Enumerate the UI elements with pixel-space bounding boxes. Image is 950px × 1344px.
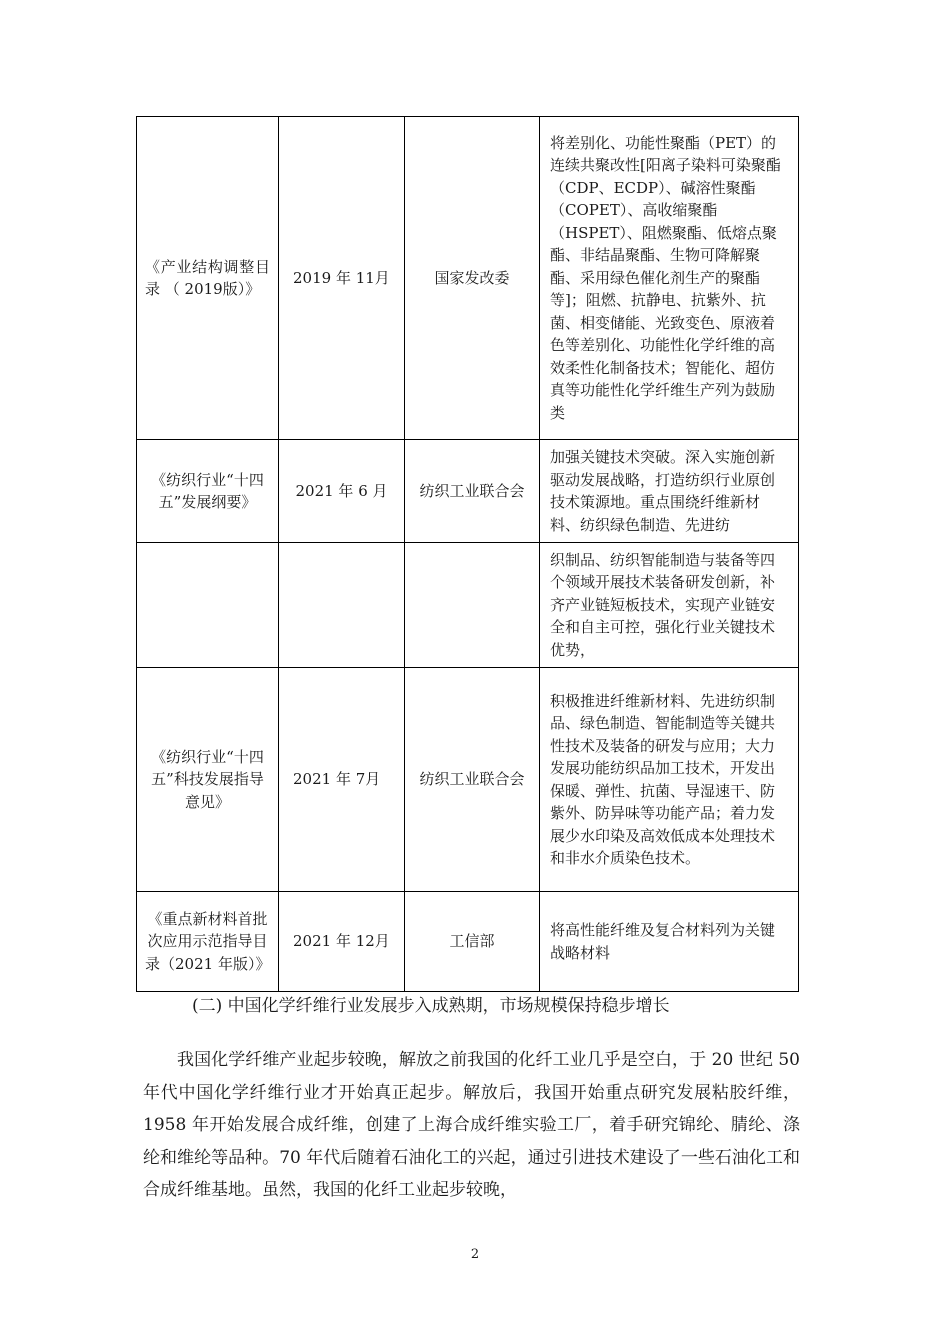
table-row bbox=[137, 117, 799, 440]
issuing-agency-cell: 纺织工业联合会 bbox=[405, 668, 540, 892]
policy-name-cell: 《重点新材料首批次应用示范指导目录（2021 年版）》 bbox=[137, 892, 279, 992]
policy-table bbox=[136, 116, 799, 992]
issuing-agency-cell: 工信部 bbox=[405, 892, 540, 992]
release-date-cell: 2019 年 11月 bbox=[279, 117, 405, 440]
release-date-cell bbox=[279, 543, 405, 668]
policy-name-cell: 《纺织行业“十四五”发展纲要》 bbox=[137, 440, 279, 543]
page-number: 2 bbox=[470, 1247, 480, 1262]
table-row bbox=[137, 668, 799, 892]
table-row bbox=[137, 543, 799, 668]
body-paragraph: 我国化学纤维产业起步较晚，解放之前我国的化纤工业几乎是空白，于 20 世纪 50 年代中国化学纤维行业才开始真正起步。解放后，我国开始重点研究发展粘胶纤维，1958 年开始发展合成纤维，创建了上海合成纤维实验工厂，着手研究锦纶、腈纶、涤纶和维纶等品种。70 年代后随着石油化工的兴起，通过引进技术建设了一些石油化工和合成纤维基地。虽然，我国的化纤工业起步较晚， bbox=[143, 1050, 800, 1201]
issuing-agency-cell: 国家发改委 bbox=[405, 117, 540, 440]
release-date-cell: 2021 年 6 月 bbox=[279, 440, 405, 543]
issuing-agency-cell: 纺织工业联合会 bbox=[405, 440, 540, 543]
section-heading: (二) 中国化学纤维行业发展步入成熟期，市场规模保持稳步增长 bbox=[192, 996, 670, 1016]
policy-name-cell bbox=[137, 543, 279, 668]
release-date-cell: 2021 年 7月 bbox=[279, 668, 405, 892]
table-row bbox=[137, 892, 799, 992]
policy-content-cell: 将差别化、功能性聚酯（PET）的连续共聚改性[阳离子染料可染聚酯（CDP、ECDP）、碱溶性聚酯（COPET）、高收缩聚酯（HSPET）、阻燃聚酯、低熔点聚酯、非结晶聚酯、生物可降解聚酯、采用绿色催化剂生产的聚酯等]；阻燃、抗静电、抗紫外、抗菌、相变储能、光致变色、原液着色等差别化、功能性化学纤维的高效柔性化制备技术；智能化、超仿真等功能性化学纤维生产列为鼓励类 bbox=[540, 117, 799, 440]
policy-name-cell: 《产业结构调整目 录 （ 2019版）》 bbox=[137, 117, 279, 440]
policy-content-cell: 将高性能纤维及复合材料列为关键战略材料 bbox=[540, 892, 799, 992]
policy-name-cell: 《纺织行业“十四五”科技发展指导意见》 bbox=[137, 668, 279, 892]
policy-content-cell: 加强关键技术突破。深入实施创新驱动发展战略，打造纺织行业原创技术策源地。重点围绕纤维新材料、纺织绿色制造、先进纺 bbox=[540, 440, 799, 543]
policy-content-cell: 织制品、纺织智能制造与装备等四个领域开展技术装备研发创新，补齐产业链短板技术，实现产业链安全和自主可控，强化行业关键技术优势， bbox=[540, 543, 799, 668]
policy-content-cell: 积极推进纤维新材料、先进纺织制品、绿色制造、智能制造等关键共性技术及装备的研发与应用；大力发展功能纺织品加工技术，开发出保暖、弹性、抗菌、导湿速干、防紫外、防异味等功能产品；着力发展少水印染及高效低成本处理技术和非水介质染色技术。 bbox=[540, 668, 799, 892]
release-date-cell: 2021 年 12月 bbox=[279, 892, 405, 992]
issuing-agency-cell bbox=[405, 543, 540, 668]
table-row bbox=[137, 440, 799, 543]
